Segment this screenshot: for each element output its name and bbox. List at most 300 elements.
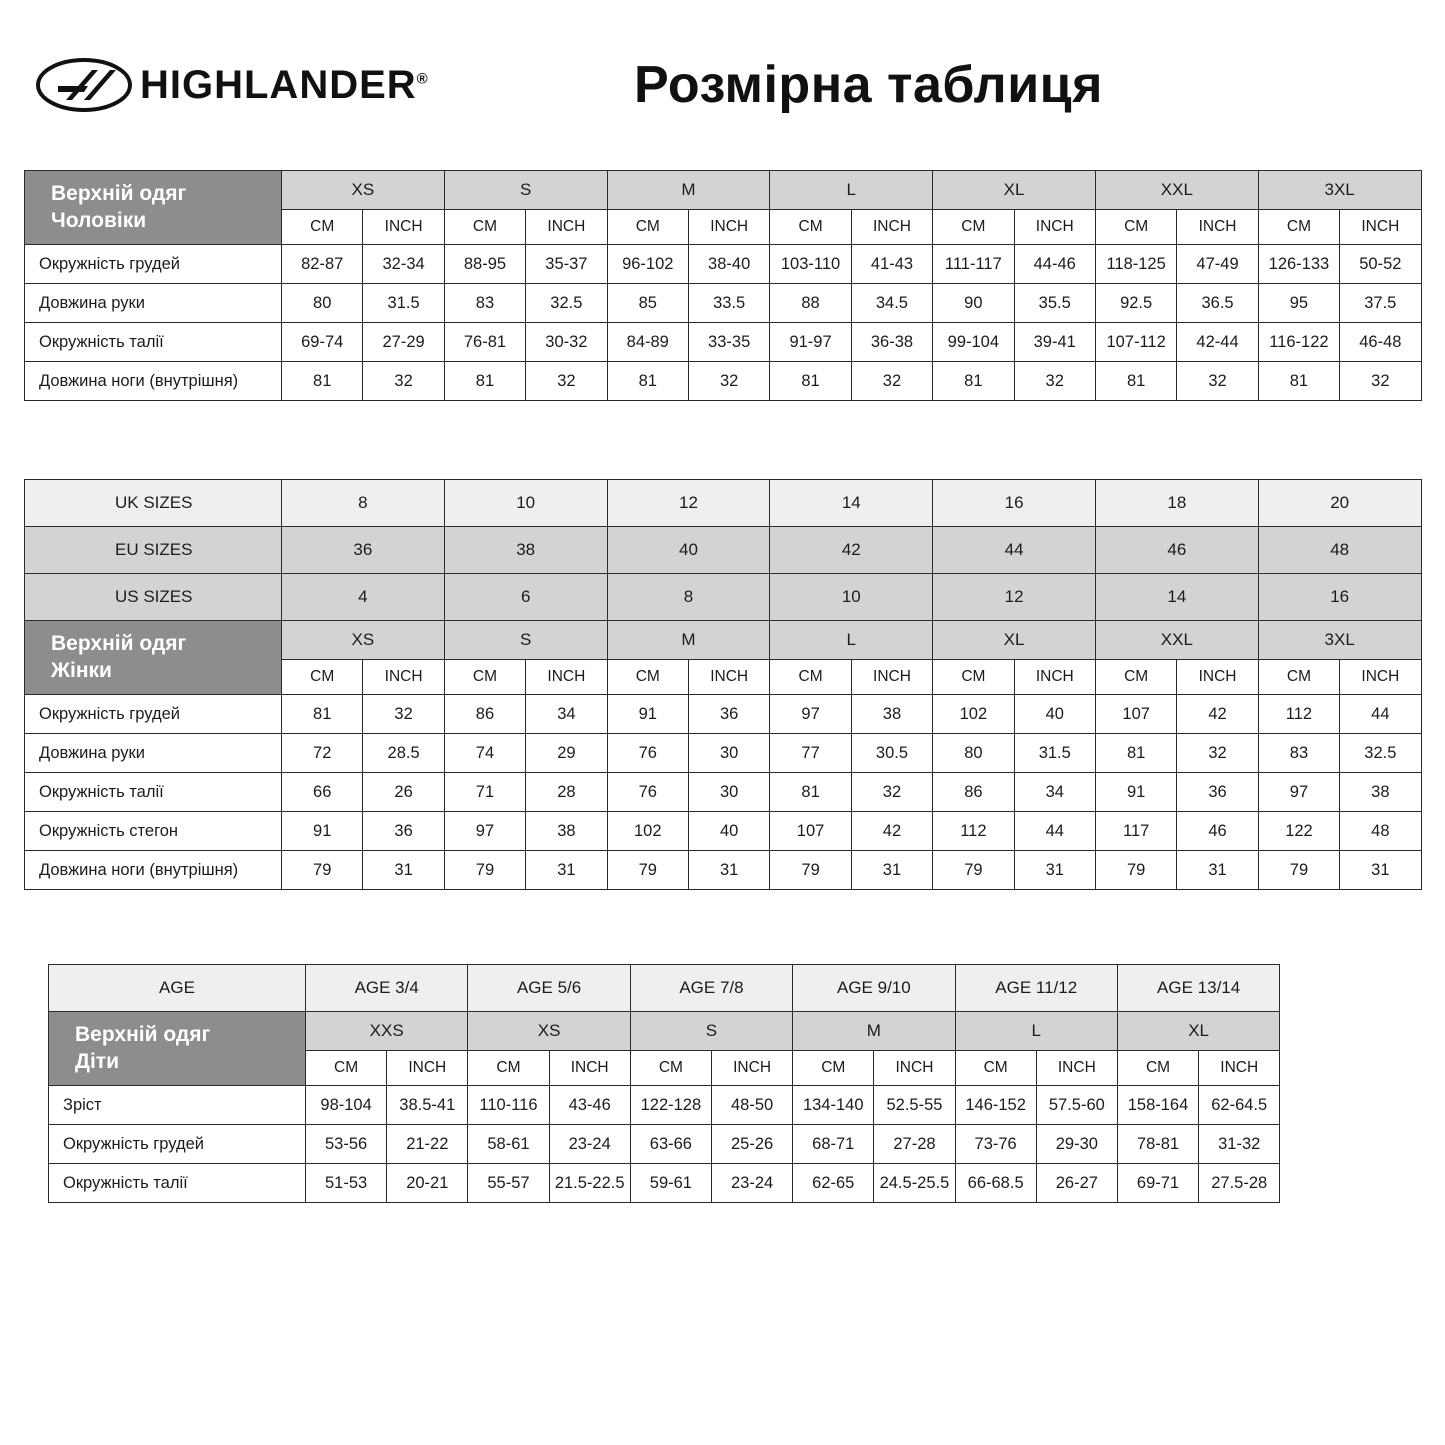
- unit-inch-cell: INCH: [1340, 660, 1421, 695]
- size-header-cell: XS: [282, 171, 445, 210]
- measurement-label-cell: Окружність талії: [25, 323, 282, 362]
- table-row: [25, 734, 1422, 773]
- measurement-value-cell: 97: [1258, 773, 1339, 812]
- measurement-value-cell: 83: [1258, 734, 1339, 773]
- measurement-value-cell: 81: [770, 773, 851, 812]
- measurement-value-cell: 30: [688, 773, 769, 812]
- measurement-value-cell: 43-46: [549, 1086, 630, 1125]
- size-header-cell: XS: [282, 621, 445, 660]
- sizes-system-value-cell: 14: [1095, 574, 1258, 621]
- category-title-line2: Жінки: [51, 658, 112, 682]
- table-row: [49, 1125, 1280, 1164]
- measurement-label-cell: Довжина ноги (внутрішня): [25, 362, 282, 401]
- uk-sizes-row: [25, 480, 1422, 527]
- measurement-value-cell: 42-44: [1177, 323, 1258, 362]
- measurement-value-cell: 33-35: [688, 323, 769, 362]
- measurement-value-cell: 46-48: [1340, 323, 1421, 362]
- unit-inch-cell: INCH: [1177, 210, 1258, 245]
- unit-cm-cell: CM: [444, 660, 525, 695]
- table-row: [49, 1012, 1280, 1051]
- unit-cm-cell: CM: [607, 210, 688, 245]
- measurement-value-cell: 50-52: [1340, 245, 1421, 284]
- measurement-value-cell: 32-34: [363, 245, 444, 284]
- measurement-value-cell: 158-164: [1117, 1086, 1198, 1125]
- measurement-value-cell: 103-110: [770, 245, 851, 284]
- measurement-value-cell: 81: [282, 695, 363, 734]
- measurement-value-cell: 32: [363, 362, 444, 401]
- measurement-value-cell: 80: [282, 284, 363, 323]
- measurement-value-cell: 24.5-25.5: [874, 1164, 955, 1203]
- measurement-value-cell: 102: [933, 695, 1014, 734]
- measurement-value-cell: 86: [444, 695, 525, 734]
- measurement-value-cell: 26-27: [1036, 1164, 1117, 1203]
- measurement-label-cell: Довжина ноги (внутрішня): [25, 851, 282, 890]
- sizes-system-value-cell: 8: [282, 480, 445, 527]
- sizes-system-label-cell: UK SIZES: [25, 480, 282, 527]
- measurement-value-cell: 47-49: [1177, 245, 1258, 284]
- measurement-value-cell: 31: [1177, 851, 1258, 890]
- brand-logo: [36, 56, 506, 114]
- measurement-value-cell: 48: [1340, 812, 1421, 851]
- age-value-cell: AGE 11/12: [955, 965, 1117, 1012]
- size-header-cell: S: [630, 1012, 792, 1051]
- measurement-value-cell: 21.5-22.5: [549, 1164, 630, 1203]
- measurement-value-cell: 118-125: [1095, 245, 1176, 284]
- measurement-value-cell: 126-133: [1258, 245, 1339, 284]
- unit-cm-cell: CM: [770, 210, 851, 245]
- measurement-value-cell: 31: [1340, 851, 1421, 890]
- unit-cm-cell: CM: [630, 1051, 711, 1086]
- measurement-value-cell: 90: [933, 284, 1014, 323]
- sizes-system-value-cell: 20: [1258, 480, 1421, 527]
- measurement-value-cell: 31-32: [1199, 1125, 1280, 1164]
- measurement-value-cell: 85: [607, 284, 688, 323]
- measurement-value-cell: 32: [688, 362, 769, 401]
- measurement-value-cell: 74: [444, 734, 525, 773]
- unit-cm-cell: CM: [1117, 1051, 1198, 1086]
- measurement-value-cell: 30.5: [851, 734, 932, 773]
- category-title-line2: Чоловіки: [51, 208, 147, 232]
- measurement-value-cell: 81: [1095, 362, 1176, 401]
- measurement-value-cell: 79: [1258, 851, 1339, 890]
- measurement-value-cell: 99-104: [933, 323, 1014, 362]
- size-header-cell: M: [607, 171, 770, 210]
- section-spacer: [24, 401, 1421, 479]
- measurement-value-cell: 110-116: [468, 1086, 549, 1125]
- table-row: [25, 695, 1422, 734]
- measurement-value-cell: 112: [933, 812, 1014, 851]
- age-value-cell: AGE 13/14: [1117, 965, 1279, 1012]
- measurement-value-cell: 52.5-55: [874, 1086, 955, 1125]
- sizes-system-value-cell: 6: [444, 574, 607, 621]
- age-value-cell: AGE 5/6: [468, 965, 630, 1012]
- measurement-value-cell: 38: [1340, 773, 1421, 812]
- sizes-system-value-cell: 38: [444, 527, 607, 574]
- category-title-line1: Верхній одяг: [51, 182, 187, 206]
- measurement-value-cell: 36.5: [1177, 284, 1258, 323]
- unit-cm-cell: CM: [1095, 660, 1176, 695]
- unit-inch-cell: INCH: [1199, 1051, 1280, 1086]
- sizes-system-value-cell: 48: [1258, 527, 1421, 574]
- measurement-value-cell: 20-21: [387, 1164, 468, 1203]
- measurement-value-cell: 97: [444, 812, 525, 851]
- measurement-value-cell: 32.5: [1340, 734, 1421, 773]
- measurement-value-cell: 88: [770, 284, 851, 323]
- size-header-cell: XL: [1117, 1012, 1279, 1051]
- measurement-value-cell: 91: [607, 695, 688, 734]
- measurement-value-cell: 69-74: [282, 323, 363, 362]
- measurement-value-cell: 91-97: [770, 323, 851, 362]
- unit-inch-cell: INCH: [363, 210, 444, 245]
- measurement-value-cell: 23-24: [549, 1125, 630, 1164]
- sizes-system-value-cell: 44: [933, 527, 1096, 574]
- unit-cm-cell: CM: [793, 1051, 874, 1086]
- brand-name-text: HIGHLANDER: [140, 62, 417, 107]
- table-row: [25, 362, 1422, 401]
- measurement-value-cell: 39-41: [1014, 323, 1095, 362]
- eu-sizes-row: [25, 527, 1422, 574]
- measurement-value-cell: 79: [607, 851, 688, 890]
- measurement-value-cell: 21-22: [387, 1125, 468, 1164]
- size-header-cell: L: [955, 1012, 1117, 1051]
- measurement-value-cell: 30: [688, 734, 769, 773]
- measurement-value-cell: 84-89: [607, 323, 688, 362]
- measurement-value-cell: 38: [526, 812, 607, 851]
- sizes-system-value-cell: 16: [1258, 574, 1421, 621]
- measurement-value-cell: 32: [851, 362, 932, 401]
- sizes-system-value-cell: 40: [607, 527, 770, 574]
- measurement-label-cell: Окружність грудей: [25, 695, 282, 734]
- measurement-value-cell: 34.5: [851, 284, 932, 323]
- measurement-value-cell: 107-112: [1095, 323, 1176, 362]
- measurement-value-cell: 33.5: [688, 284, 769, 323]
- measurement-value-cell: 26: [363, 773, 444, 812]
- size-header-cell: XL: [933, 171, 1096, 210]
- measurement-value-cell: 117: [1095, 812, 1176, 851]
- size-header-cell: M: [607, 621, 770, 660]
- measurement-value-cell: 111-117: [933, 245, 1014, 284]
- measurement-value-cell: 59-61: [630, 1164, 711, 1203]
- unit-inch-cell: INCH: [1340, 210, 1421, 245]
- measurement-value-cell: 91: [1095, 773, 1176, 812]
- us-sizes-row: [25, 574, 1422, 621]
- unit-inch-cell: INCH: [711, 1051, 792, 1086]
- measurement-value-cell: 122: [1258, 812, 1339, 851]
- unit-cm-cell: CM: [1258, 660, 1339, 695]
- measurement-value-cell: 86: [933, 773, 1014, 812]
- page-header: [24, 0, 1421, 170]
- measurement-value-cell: 97: [770, 695, 851, 734]
- measurement-value-cell: 116-122: [1258, 323, 1339, 362]
- age-row: [49, 965, 1280, 1012]
- measurement-value-cell: 107: [770, 812, 851, 851]
- unit-inch-cell: INCH: [526, 660, 607, 695]
- table-row: [25, 284, 1422, 323]
- table-row: [25, 851, 1422, 890]
- size-header-cell: XS: [468, 1012, 630, 1051]
- size-header-cell: XXS: [306, 1012, 468, 1051]
- measurement-value-cell: 80: [933, 734, 1014, 773]
- table-row: [49, 1164, 1280, 1203]
- measurement-value-cell: 83: [444, 284, 525, 323]
- measurement-value-cell: 31: [851, 851, 932, 890]
- measurement-value-cell: 27-29: [363, 323, 444, 362]
- measurement-value-cell: 44-46: [1014, 245, 1095, 284]
- measurement-value-cell: 41-43: [851, 245, 932, 284]
- measurement-value-cell: 23-24: [711, 1164, 792, 1203]
- measurement-value-cell: 31: [526, 851, 607, 890]
- measurement-value-cell: 62-65: [793, 1164, 874, 1203]
- measurement-value-cell: 81: [282, 362, 363, 401]
- measurement-value-cell: 76: [607, 773, 688, 812]
- unit-cm-cell: CM: [282, 660, 363, 695]
- measurement-value-cell: 46: [1177, 812, 1258, 851]
- category-title-cell: [49, 1012, 306, 1086]
- measurement-value-cell: 35.5: [1014, 284, 1095, 323]
- measurement-value-cell: 27-28: [874, 1125, 955, 1164]
- size-header-cell: M: [793, 1012, 955, 1051]
- table-row: [25, 245, 1422, 284]
- measurement-value-cell: 36: [688, 695, 769, 734]
- sizes-system-value-cell: 18: [1095, 480, 1258, 527]
- unit-inch-cell: INCH: [387, 1051, 468, 1086]
- measurement-label-cell: Окружність талії: [49, 1164, 306, 1203]
- measurement-value-cell: 32.5: [526, 284, 607, 323]
- measurement-value-cell: 29-30: [1036, 1125, 1117, 1164]
- table-row: [25, 323, 1422, 362]
- sizes-system-value-cell: 10: [770, 574, 933, 621]
- men-size-table: [24, 170, 1422, 401]
- unit-cm-cell: CM: [306, 1051, 387, 1086]
- sizes-system-value-cell: 46: [1095, 527, 1258, 574]
- measurement-value-cell: 98-104: [306, 1086, 387, 1125]
- measurement-label-cell: Окружність грудей: [49, 1125, 306, 1164]
- measurement-value-cell: 122-128: [630, 1086, 711, 1125]
- unit-cm-cell: CM: [607, 660, 688, 695]
- measurement-value-cell: 92.5: [1095, 284, 1176, 323]
- measurement-value-cell: 79: [770, 851, 851, 890]
- measurement-value-cell: 38-40: [688, 245, 769, 284]
- unit-inch-cell: INCH: [363, 660, 444, 695]
- category-title-line1: Верхній одяг: [75, 1023, 211, 1047]
- measurement-value-cell: 102: [607, 812, 688, 851]
- measurement-value-cell: 27.5-28: [1199, 1164, 1280, 1203]
- measurement-value-cell: 107: [1095, 695, 1176, 734]
- unit-cm-cell: CM: [770, 660, 851, 695]
- measurement-value-cell: 32: [1014, 362, 1095, 401]
- unit-inch-cell: INCH: [1177, 660, 1258, 695]
- measurement-value-cell: 34: [526, 695, 607, 734]
- measurement-value-cell: 82-87: [282, 245, 363, 284]
- measurement-value-cell: 30-32: [526, 323, 607, 362]
- measurement-value-cell: 77: [770, 734, 851, 773]
- unit-cm-cell: CM: [933, 660, 1014, 695]
- measurement-value-cell: 146-152: [955, 1086, 1036, 1125]
- measurement-value-cell: 36-38: [851, 323, 932, 362]
- measurement-label-cell: Довжина руки: [25, 734, 282, 773]
- women-size-table: [24, 479, 1422, 890]
- measurement-value-cell: 48-50: [711, 1086, 792, 1125]
- measurement-value-cell: 32: [1177, 362, 1258, 401]
- section-spacer-2: [24, 890, 1421, 964]
- table-row: [49, 1086, 1280, 1125]
- measurement-value-cell: 66: [282, 773, 363, 812]
- measurement-value-cell: 36: [1177, 773, 1258, 812]
- measurement-value-cell: 31: [363, 851, 444, 890]
- measurement-value-cell: 35-37: [526, 245, 607, 284]
- size-header-cell: S: [444, 621, 607, 660]
- size-header-cell: XXL: [1095, 621, 1258, 660]
- measurement-value-cell: 81: [607, 362, 688, 401]
- category-title-line2: Діти: [75, 1049, 119, 1073]
- sizes-system-value-cell: 16: [933, 480, 1096, 527]
- measurement-value-cell: 55-57: [468, 1164, 549, 1203]
- unit-inch-cell: INCH: [851, 660, 932, 695]
- measurement-value-cell: 134-140: [793, 1086, 874, 1125]
- brand-name: [140, 63, 429, 108]
- measurement-value-cell: 62-64.5: [1199, 1086, 1280, 1125]
- measurement-value-cell: 81: [1258, 362, 1339, 401]
- measurement-value-cell: 96-102: [607, 245, 688, 284]
- measurement-value-cell: 76: [607, 734, 688, 773]
- measurement-value-cell: 36: [363, 812, 444, 851]
- sizes-system-value-cell: 10: [444, 480, 607, 527]
- table-row: [25, 773, 1422, 812]
- measurement-value-cell: 91: [282, 812, 363, 851]
- measurement-value-cell: 31: [1014, 851, 1095, 890]
- measurement-value-cell: 79: [1095, 851, 1176, 890]
- measurement-value-cell: 58-61: [468, 1125, 549, 1164]
- table-row: [25, 812, 1422, 851]
- measurement-value-cell: 51-53: [306, 1164, 387, 1203]
- measurement-value-cell: 53-56: [306, 1125, 387, 1164]
- measurement-value-cell: 42: [851, 812, 932, 851]
- measurement-value-cell: 44: [1340, 695, 1421, 734]
- table-row: [25, 621, 1422, 660]
- unit-inch-cell: INCH: [874, 1051, 955, 1086]
- highlander-mark-icon: [36, 56, 132, 114]
- measurement-value-cell: 29: [526, 734, 607, 773]
- measurement-value-cell: 40: [1014, 695, 1095, 734]
- age-value-cell: AGE 7/8: [630, 965, 792, 1012]
- registered-mark: ®: [416, 70, 429, 88]
- size-header-cell: XL: [933, 621, 1096, 660]
- measurement-value-cell: 37.5: [1340, 284, 1421, 323]
- size-header-cell: S: [444, 171, 607, 210]
- unit-inch-cell: INCH: [688, 660, 769, 695]
- measurement-value-cell: 88-95: [444, 245, 525, 284]
- measurement-value-cell: 38: [851, 695, 932, 734]
- measurement-value-cell: 81: [1095, 734, 1176, 773]
- measurement-value-cell: 38.5-41: [387, 1086, 468, 1125]
- measurement-value-cell: 28: [526, 773, 607, 812]
- measurement-value-cell: 81: [444, 362, 525, 401]
- measurement-label-cell: Окружність грудей: [25, 245, 282, 284]
- measurement-value-cell: 42: [1177, 695, 1258, 734]
- measurement-value-cell: 81: [933, 362, 1014, 401]
- measurement-value-cell: 32: [1340, 362, 1421, 401]
- measurement-value-cell: 32: [851, 773, 932, 812]
- measurement-value-cell: 76-81: [444, 323, 525, 362]
- measurement-value-cell: 32: [526, 362, 607, 401]
- age-value-cell: AGE 3/4: [306, 965, 468, 1012]
- size-header-cell: 3XL: [1258, 621, 1421, 660]
- sizes-system-value-cell: 12: [933, 574, 1096, 621]
- unit-cm-cell: CM: [955, 1051, 1036, 1086]
- measurement-label-cell: Окружність талії: [25, 773, 282, 812]
- unit-inch-cell: INCH: [688, 210, 769, 245]
- measurement-value-cell: 31.5: [1014, 734, 1095, 773]
- measurement-value-cell: 32: [1177, 734, 1258, 773]
- measurement-label-cell: Окружність стегон: [25, 812, 282, 851]
- measurement-value-cell: 79: [282, 851, 363, 890]
- category-title-cell: [25, 171, 282, 245]
- measurement-value-cell: 79: [933, 851, 1014, 890]
- measurement-value-cell: 79: [444, 851, 525, 890]
- measurement-value-cell: 81: [770, 362, 851, 401]
- measurement-value-cell: 25-26: [711, 1125, 792, 1164]
- unit-inch-cell: INCH: [1036, 1051, 1117, 1086]
- measurement-value-cell: 31: [688, 851, 769, 890]
- measurement-value-cell: 72: [282, 734, 363, 773]
- measurement-value-cell: 68-71: [793, 1125, 874, 1164]
- unit-cm-cell: CM: [1258, 210, 1339, 245]
- size-header-cell: L: [770, 171, 933, 210]
- sizes-system-value-cell: 4: [282, 574, 445, 621]
- unit-inch-cell: INCH: [1014, 660, 1095, 695]
- category-title-line1: Верхній одяг: [51, 632, 187, 656]
- measurement-value-cell: 95: [1258, 284, 1339, 323]
- measurement-value-cell: 66-68.5: [955, 1164, 1036, 1203]
- unit-cm-cell: CM: [933, 210, 1014, 245]
- measurement-value-cell: 34: [1014, 773, 1095, 812]
- sizes-system-value-cell: 12: [607, 480, 770, 527]
- measurement-value-cell: 31.5: [363, 284, 444, 323]
- page-title: Розмірна таблиця: [634, 56, 1103, 114]
- unit-inch-cell: INCH: [549, 1051, 630, 1086]
- unit-cm-cell: CM: [444, 210, 525, 245]
- measurement-label-cell: Зріст: [49, 1086, 306, 1125]
- measurement-value-cell: 28.5: [363, 734, 444, 773]
- unit-cm-cell: CM: [282, 210, 363, 245]
- size-header-cell: XXL: [1095, 171, 1258, 210]
- unit-inch-cell: INCH: [1014, 210, 1095, 245]
- measurement-label-cell: Довжина руки: [25, 284, 282, 323]
- sizes-system-label-cell: US SIZES: [25, 574, 282, 621]
- unit-cm-cell: CM: [468, 1051, 549, 1086]
- category-title-cell: [25, 621, 282, 695]
- measurement-value-cell: 78-81: [1117, 1125, 1198, 1164]
- age-label-cell: AGE: [49, 965, 306, 1012]
- unit-inch-cell: INCH: [526, 210, 607, 245]
- sizes-system-value-cell: 14: [770, 480, 933, 527]
- measurement-value-cell: 69-71: [1117, 1164, 1198, 1203]
- table-row: [25, 171, 1422, 210]
- sizes-system-value-cell: 8: [607, 574, 770, 621]
- sizes-system-value-cell: 36: [282, 527, 445, 574]
- unit-cm-cell: CM: [1095, 210, 1176, 245]
- size-header-cell: 3XL: [1258, 171, 1421, 210]
- measurement-value-cell: 71: [444, 773, 525, 812]
- size-header-cell: L: [770, 621, 933, 660]
- age-value-cell: AGE 9/10: [793, 965, 955, 1012]
- measurement-value-cell: 40: [688, 812, 769, 851]
- kids-size-table: [48, 964, 1280, 1203]
- measurement-value-cell: 73-76: [955, 1125, 1036, 1164]
- measurement-value-cell: 32: [363, 695, 444, 734]
- measurement-value-cell: 63-66: [630, 1125, 711, 1164]
- sizes-system-value-cell: 42: [770, 527, 933, 574]
